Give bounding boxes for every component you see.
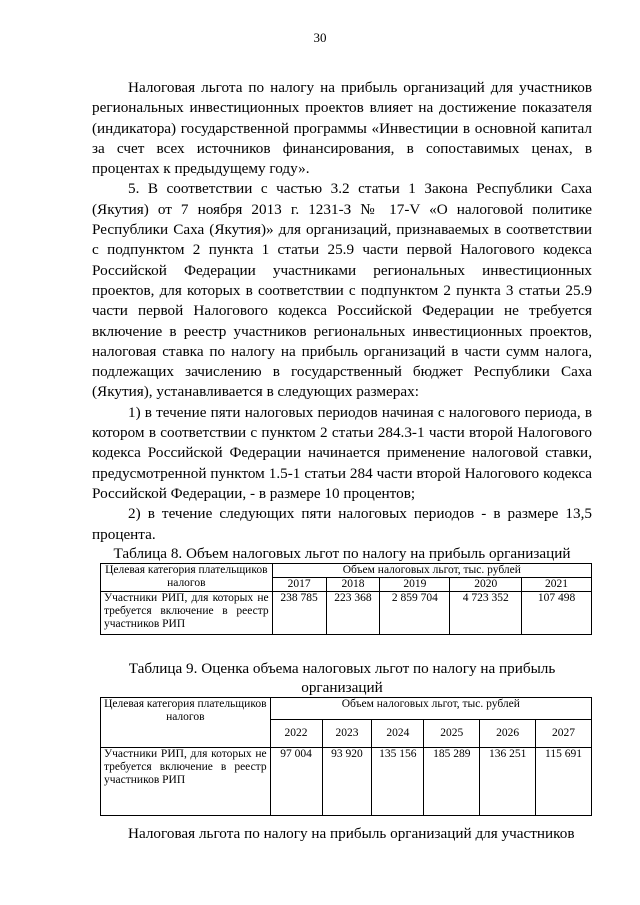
value-cell: 135 156 <box>372 748 424 816</box>
paragraph-1: Налоговая льгота по налогу на прибыль организаций для участников региональных инвестиционных проектов влияет на достижение показателя (индикатора) государственной программы «Инвестиции в основной капитал за счет всех источников финансирования, в сопоставимых ценах, в процентах к предыдущему году». <box>92 79 592 178</box>
category-header: Целевая категория плательщиков налогов <box>101 564 273 592</box>
year-cell: 2021 <box>522 578 592 592</box>
table-8-caption: Таблица 8. Объем налоговых льгот по налогу на прибыль организаций <box>113 545 571 562</box>
value-cell: 107 498 <box>522 592 592 635</box>
year-cell: 2023 <box>322 720 372 748</box>
body-text <box>92 78 592 545</box>
year-cell: 2022 <box>270 720 322 748</box>
value-cell: 136 251 <box>480 748 536 816</box>
year-cell: 2019 <box>380 578 450 592</box>
paragraph-5: Налоговая льгота по налогу на прибыль организаций для участников <box>128 825 575 842</box>
paragraph-2: 5. В соответствии с частью 3.2 статьи 1 Закона Республики Саха (Якутия) от 7 ноября 2013 г. 1231-З № 17-V «О налоговой политике Республики Саха (Якутия)» для организаций, признаваемых в соответствии с подпунктом 2 пункта 1 статьи 25.9 части первой Налогового кодекса Российской Федерации участниками региональных инвестиционных проектов, для которых в соответствии с подпунктом 2 пункта 3 статьи 25.9 части первой Налогового кодекса Российской Федерации не требуется включение в реестр участников региональных инвестиционных проектов, налоговая ставка по налогу на прибыль организаций в части сумм налога, подлежащих зачислению в государственный бюджет Республики Саха (Якутия), устанавливается в следующих размерах: <box>92 180 592 401</box>
table-9-caption: Таблица 9. Оценка объема налоговых льгот по налогу на прибыль организаций <box>128 660 556 696</box>
paragraph-4: 2) в течение следующих пяти налоговых периодов - в размере 13,5 процента. <box>92 505 592 543</box>
volume-header: Объем налоговых льгот, тыс. рублей <box>270 698 591 720</box>
table-row <box>101 592 592 635</box>
volume-header: Объем налоговых льгот, тыс. рублей <box>272 564 591 578</box>
year-cell: 2025 <box>424 720 480 748</box>
value-cell: 97 004 <box>270 748 322 816</box>
year-cell: 2027 <box>536 720 592 748</box>
bottom-text <box>92 824 592 844</box>
value-cell: 185 289 <box>424 748 480 816</box>
category-cell: Участники РИП, для которых не требуется включение в реестр участников РИП <box>101 748 271 816</box>
year-cell: 2020 <box>450 578 522 592</box>
year-cell: 2024 <box>372 720 424 748</box>
table-9 <box>100 697 592 816</box>
category-cell: Участники РИП, для которых не требуется включение в реестр участников РИП <box>101 592 273 635</box>
table-header-row <box>101 698 592 720</box>
value-cell: 4 723 352 <box>450 592 522 635</box>
value-cell: 115 691 <box>536 748 592 816</box>
value-cell: 238 785 <box>272 592 326 635</box>
value-cell: 93 920 <box>322 748 372 816</box>
year-cell: 2026 <box>480 720 536 748</box>
table-row <box>101 748 592 816</box>
table-header-row <box>101 564 592 578</box>
paragraph-3: 1) в течение пяти налоговых периодов начиная с налогового периода, в котором в соответствии с пунктом 2 статьи 284.3-1 части второй Налогового кодекса Российской Федерации начинается применение налоговой ставки, предусмотренной пунктом 1.5-1 статьи 284 части второй Налогового кодекса Российской Федерации, - в размере 10 процентов; <box>92 403 592 502</box>
page-number: 30 <box>313 30 327 45</box>
value-cell: 2 859 704 <box>380 592 450 635</box>
year-cell: 2018 <box>326 578 380 592</box>
value-cell: 223 368 <box>326 592 380 635</box>
year-cell: 2017 <box>272 578 326 592</box>
table-8 <box>100 563 592 635</box>
category-header: Целевая категория плательщиков налогов <box>101 698 271 748</box>
